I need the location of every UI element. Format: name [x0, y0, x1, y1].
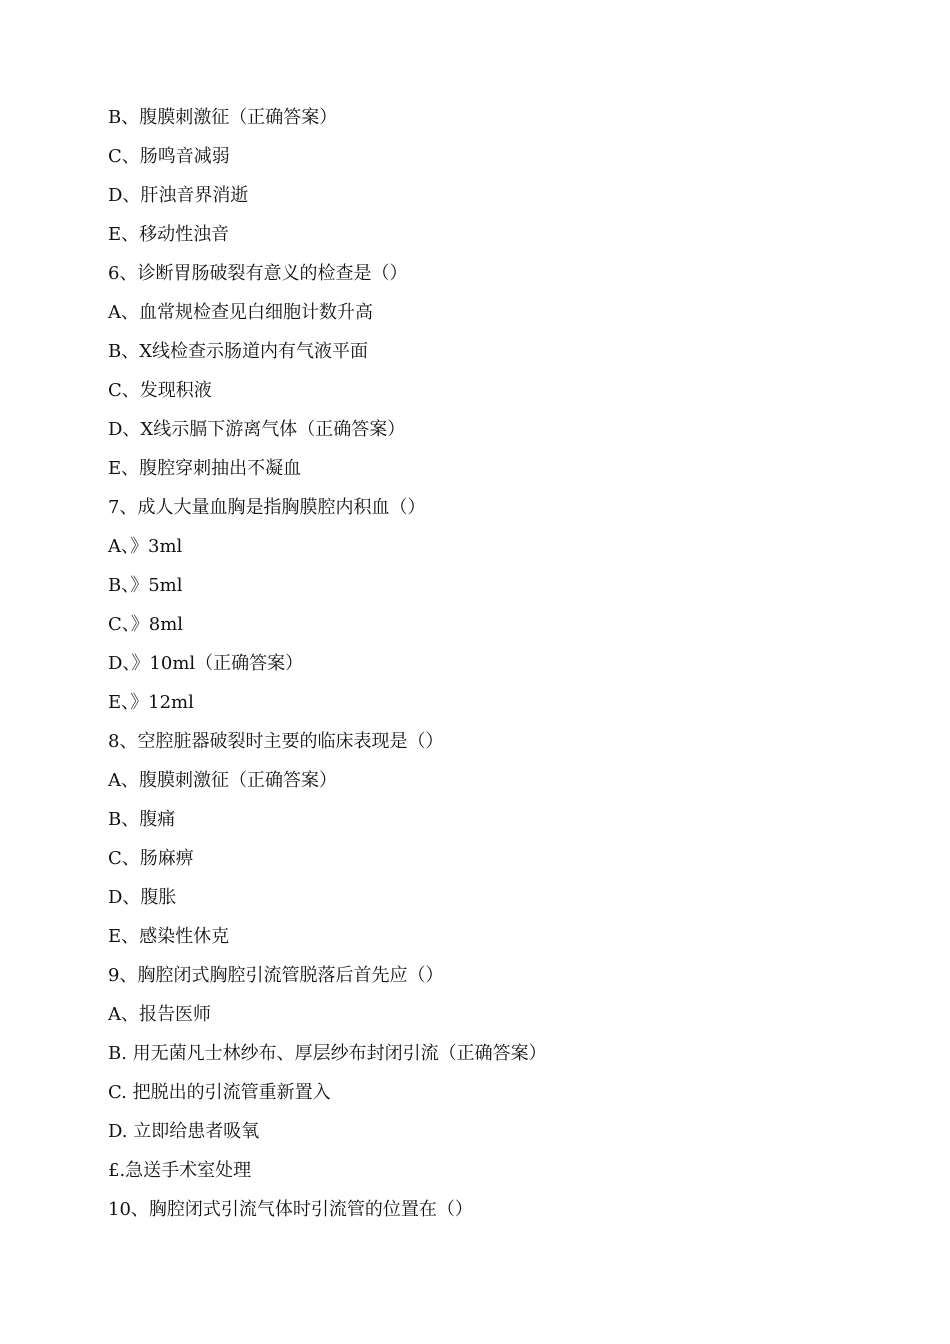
option-line: B、》5ml: [108, 575, 183, 596]
question-line: 6、诊断胃肠破裂有意义的检查是（）: [108, 263, 408, 284]
option-line: A、》3ml: [108, 536, 183, 557]
option-line: A、血常规检查见白细胞计数升高: [108, 302, 373, 323]
option-line: £.急送手术室处理: [108, 1160, 252, 1181]
question-list: [108, 104, 908, 1235]
option-line: D、》10ml（正确答案）: [108, 653, 304, 674]
option-line: C、》8ml: [108, 614, 184, 635]
option-line: E、感染性休克: [108, 926, 230, 947]
question-line: 10、胸腔闭式引流气体时引流管的位置在（）: [108, 1199, 473, 1220]
option-line: B、腹痛: [108, 809, 176, 830]
option-line: D、肝浊音界消逝: [108, 185, 249, 206]
option-line: D、X线示膈下游离气体（正确答案）: [108, 419, 406, 440]
option-line: E、》12ml: [108, 692, 194, 713]
option-line: E、腹腔穿刺抽出不凝血: [108, 458, 302, 479]
option-line: A、腹膜刺激征（正确答案）: [108, 770, 337, 791]
option-line: C、肠麻痹: [108, 848, 194, 869]
option-line: D. 立即给患者吸氧: [108, 1121, 260, 1142]
option-line: B、腹膜刺激征（正确答案）: [108, 107, 338, 128]
option-line: A、报告医师: [108, 1004, 211, 1025]
option-line: C、发现积液: [108, 380, 212, 401]
option-line: C. 把脱出的引流管重新置入: [108, 1082, 331, 1103]
option-line: E、移动性浊音: [108, 224, 230, 245]
option-line: B、X线检查示肠道内有气液平面: [108, 341, 369, 362]
question-line: 7、成人大量血胸是指胸膜腔内积血（）: [108, 497, 426, 518]
option-line: D、腹胀: [108, 887, 177, 908]
option-line: C、肠鸣音减弱: [108, 146, 230, 167]
option-line: B. 用无菌凡士林纱布、厚层纱布封闭引流（正确答案）: [108, 1043, 547, 1064]
question-line: 9、胸腔闭式胸腔引流管脱落后首先应（）: [108, 965, 444, 986]
question-line: 8、空腔脏器破裂时主要的临床表现是（）: [108, 731, 444, 752]
